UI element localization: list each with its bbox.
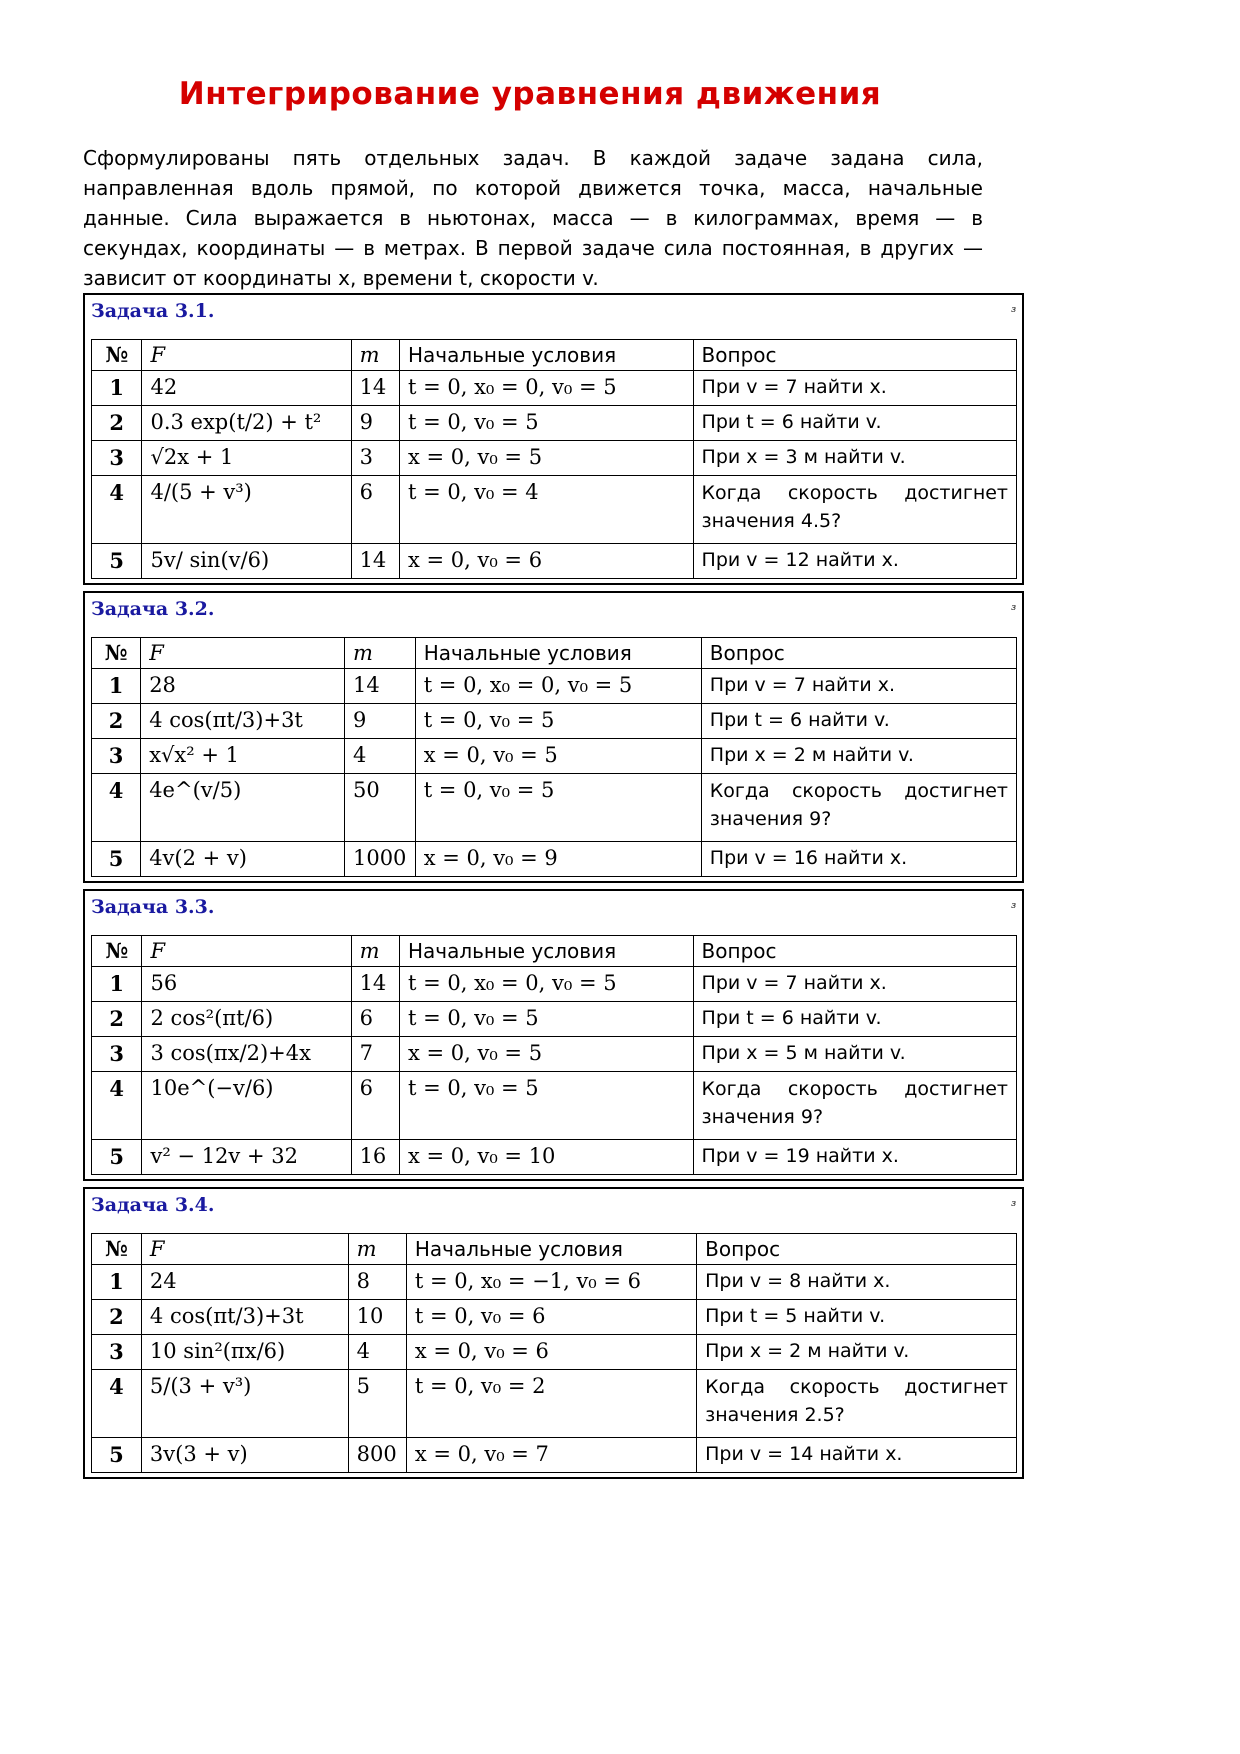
mass-cell: 8 bbox=[348, 1265, 406, 1300]
conditions-cell: t = 0, v₀ = 5 bbox=[399, 406, 693, 441]
mass-cell: 9 bbox=[351, 406, 399, 441]
row-num: 1 bbox=[92, 1265, 142, 1300]
header-force: F bbox=[142, 340, 351, 371]
table-row bbox=[92, 476, 1017, 544]
row-num: 1 bbox=[92, 967, 142, 1002]
conditions-cell: x = 0, v₀ = 10 bbox=[399, 1140, 693, 1175]
mass-cell: 4 bbox=[348, 1335, 406, 1370]
row-num: 5 bbox=[92, 842, 141, 877]
question-cell: Когда скорость достигнет значения 4.5? bbox=[693, 476, 1016, 544]
row-num: 3 bbox=[92, 1335, 142, 1370]
mass-cell: 50 bbox=[344, 774, 415, 842]
table-row bbox=[92, 1438, 1017, 1473]
question-cell: При v = 16 найти x. bbox=[701, 842, 1016, 877]
row-num: 1 bbox=[92, 669, 141, 704]
force-cell: 3v(3 + v) bbox=[141, 1438, 348, 1473]
header-num: № bbox=[92, 340, 142, 371]
table-row bbox=[92, 669, 1017, 704]
header-question: Вопрос bbox=[693, 340, 1016, 371]
header-num: № bbox=[92, 638, 141, 669]
header-mass: m bbox=[348, 1234, 406, 1265]
force-cell: 5/(3 + v³) bbox=[141, 1370, 348, 1438]
force-cell: 4 cos(πt/3)+3t bbox=[141, 704, 345, 739]
conditions-cell: t = 0, v₀ = 5 bbox=[399, 1072, 693, 1140]
row-num: 4 bbox=[92, 1072, 142, 1140]
mass-cell: 9 bbox=[344, 704, 415, 739]
header-conditions: Начальные условия bbox=[406, 1234, 696, 1265]
table-header-row bbox=[92, 638, 1017, 669]
question-cell: При t = 6 найти v. bbox=[701, 704, 1016, 739]
mass-cell: 6 bbox=[351, 476, 399, 544]
table-row bbox=[92, 1370, 1017, 1438]
mass-cell: 14 bbox=[344, 669, 415, 704]
mass-cell: 10 bbox=[348, 1300, 406, 1335]
row-num: 1 bbox=[92, 371, 142, 406]
conditions-cell: t = 0, x₀ = 0, v₀ = 5 bbox=[399, 967, 693, 1002]
force-cell: 56 bbox=[142, 967, 351, 1002]
header-mass: m bbox=[344, 638, 415, 669]
table-row bbox=[92, 1072, 1017, 1140]
table-row bbox=[92, 544, 1017, 579]
force-cell: 4e^(v/5) bbox=[141, 774, 345, 842]
table-row bbox=[92, 1037, 1017, 1072]
table-header-row bbox=[92, 936, 1017, 967]
question-cell: При v = 19 найти x. bbox=[693, 1140, 1016, 1175]
mass-cell: 14 bbox=[351, 544, 399, 579]
force-cell: 10 sin²(πx/6) bbox=[141, 1335, 348, 1370]
table-row bbox=[92, 967, 1017, 1002]
question-cell: При v = 7 найти x. bbox=[701, 669, 1016, 704]
header-num: № bbox=[92, 936, 142, 967]
question-cell: При v = 7 найти x. bbox=[693, 967, 1016, 1002]
header-question: Вопрос bbox=[693, 936, 1016, 967]
header-num: № bbox=[92, 1234, 142, 1265]
row-num: 3 bbox=[92, 739, 141, 774]
question-cell: При x = 2 м найти v. bbox=[697, 1335, 1017, 1370]
table-row bbox=[92, 1265, 1017, 1300]
conditions-cell: t = 0, v₀ = 5 bbox=[415, 704, 701, 739]
table-header-row bbox=[92, 340, 1017, 371]
question-cell: При v = 7 найти x. bbox=[693, 371, 1016, 406]
conditions-cell: t = 0, v₀ = 5 bbox=[415, 774, 701, 842]
table-header-row bbox=[92, 1234, 1017, 1265]
conditions-cell: t = 0, v₀ = 6 bbox=[406, 1300, 696, 1335]
row-num: 5 bbox=[92, 544, 142, 579]
conditions-cell: t = 0, v₀ = 5 bbox=[399, 1002, 693, 1037]
force-cell: 10e^(−v/6) bbox=[142, 1072, 351, 1140]
question-cell: При t = 6 найти v. bbox=[693, 406, 1016, 441]
table-row bbox=[92, 1140, 1017, 1175]
problem-block bbox=[83, 889, 1024, 1181]
force-cell: 0.3 exp(t/2) + t² bbox=[142, 406, 351, 441]
table-row bbox=[92, 842, 1017, 877]
header-force: F bbox=[141, 638, 345, 669]
table-row bbox=[92, 1300, 1017, 1335]
mass-cell: 800 bbox=[348, 1438, 406, 1473]
problem-table bbox=[91, 339, 1017, 579]
force-cell: v² − 12v + 32 bbox=[142, 1140, 351, 1175]
header-question: Вопрос bbox=[701, 638, 1016, 669]
conditions-cell: t = 0, v₀ = 4 bbox=[399, 476, 693, 544]
table-row bbox=[92, 1002, 1017, 1037]
table-row bbox=[92, 406, 1017, 441]
problem-block bbox=[83, 591, 1024, 883]
header-force: F bbox=[142, 936, 351, 967]
table-row bbox=[92, 441, 1017, 476]
problem-table bbox=[91, 637, 1017, 877]
row-num: 4 bbox=[92, 1370, 142, 1438]
conditions-cell: t = 0, x₀ = 0, v₀ = 5 bbox=[415, 669, 701, 704]
force-cell: √2x + 1 bbox=[142, 441, 351, 476]
page-mark: з bbox=[1011, 603, 1016, 613]
force-cell: 5v/ sin(v/6) bbox=[142, 544, 351, 579]
question-cell: При x = 5 м найти v. bbox=[693, 1037, 1016, 1072]
mass-cell: 6 bbox=[351, 1002, 399, 1037]
conditions-cell: x = 0, v₀ = 5 bbox=[399, 1037, 693, 1072]
page-mark: з bbox=[1011, 1199, 1016, 1209]
mass-cell: 16 bbox=[351, 1140, 399, 1175]
problem-title: Задача 3.2. bbox=[91, 598, 215, 620]
problem-table bbox=[91, 935, 1017, 1175]
force-cell: x√x² + 1 bbox=[141, 739, 345, 774]
header-question: Вопрос bbox=[697, 1234, 1017, 1265]
page-mark: з bbox=[1011, 305, 1016, 315]
table-row bbox=[92, 1335, 1017, 1370]
question-cell: Когда скорость достигнет значения 2.5? bbox=[697, 1370, 1017, 1438]
conditions-cell: t = 0, x₀ = 0, v₀ = 5 bbox=[399, 371, 693, 406]
problem-title: Задача 3.3. bbox=[91, 896, 215, 918]
mass-cell: 3 bbox=[351, 441, 399, 476]
row-num: 4 bbox=[92, 774, 141, 842]
mass-cell: 5 bbox=[348, 1370, 406, 1438]
header-mass: m bbox=[351, 936, 399, 967]
problem-table bbox=[91, 1233, 1017, 1473]
table-row bbox=[92, 704, 1017, 739]
row-num: 3 bbox=[92, 1037, 142, 1072]
conditions-cell: t = 0, v₀ = 2 bbox=[406, 1370, 696, 1438]
question-cell: При x = 3 м найти v. bbox=[693, 441, 1016, 476]
force-cell: 24 bbox=[141, 1265, 348, 1300]
header-conditions: Начальные условия bbox=[399, 936, 693, 967]
problem-block bbox=[83, 293, 1024, 585]
header-force: F bbox=[141, 1234, 348, 1265]
problem-title: Задача 3.1. bbox=[91, 300, 215, 322]
mass-cell: 14 bbox=[351, 967, 399, 1002]
problem-block bbox=[83, 1187, 1024, 1479]
question-cell: При v = 12 найти x. bbox=[693, 544, 1016, 579]
question-cell: При v = 8 найти x. bbox=[697, 1265, 1017, 1300]
table-row bbox=[92, 371, 1017, 406]
mass-cell: 6 bbox=[351, 1072, 399, 1140]
conditions-cell: x = 0, v₀ = 9 bbox=[415, 842, 701, 877]
force-cell: 2 cos²(πt/6) bbox=[142, 1002, 351, 1037]
table-row bbox=[92, 774, 1017, 842]
conditions-cell: x = 0, v₀ = 6 bbox=[399, 544, 693, 579]
row-num: 5 bbox=[92, 1438, 142, 1473]
question-cell: При x = 2 м найти v. bbox=[701, 739, 1016, 774]
conditions-cell: x = 0, v₀ = 5 bbox=[399, 441, 693, 476]
force-cell: 4/(5 + v³) bbox=[142, 476, 351, 544]
mass-cell: 14 bbox=[351, 371, 399, 406]
mass-cell: 7 bbox=[351, 1037, 399, 1072]
question-cell: При v = 14 найти x. bbox=[697, 1438, 1017, 1473]
question-cell: При t = 6 найти v. bbox=[693, 1002, 1016, 1037]
problem-title: Задача 3.4. bbox=[91, 1194, 215, 1216]
row-num: 2 bbox=[92, 704, 141, 739]
conditions-cell: x = 0, v₀ = 6 bbox=[406, 1335, 696, 1370]
force-cell: 28 bbox=[141, 669, 345, 704]
conditions-cell: x = 0, v₀ = 5 bbox=[415, 739, 701, 774]
header-mass: m bbox=[351, 340, 399, 371]
force-cell: 4v(2 + v) bbox=[141, 842, 345, 877]
row-num: 2 bbox=[92, 406, 142, 441]
row-num: 2 bbox=[92, 1002, 142, 1037]
mass-cell: 4 bbox=[344, 739, 415, 774]
page-mark: з bbox=[1011, 901, 1016, 911]
question-cell: При t = 5 найти v. bbox=[697, 1300, 1017, 1335]
row-num: 2 bbox=[92, 1300, 142, 1335]
force-cell: 3 cos(πx/2)+4x bbox=[142, 1037, 351, 1072]
intro-paragraph: Сформулированы пять отдельных задач. В каждой задаче задана сила, направленная вдоль прямой, по которой движется точка, масса, начальные данные. Сила выражается в ньютонах, масса — в килограммах, время — в секундах, координаты — в метрах. В первой задаче сила постоянная, в других — зависит от координаты x, времени t, скорости v. bbox=[83, 146, 983, 290]
mass-cell: 1000 bbox=[344, 842, 415, 877]
page-title: Интегрирование уравнения движения bbox=[178, 76, 882, 112]
header-conditions: Начальные условия bbox=[415, 638, 701, 669]
table-row bbox=[92, 739, 1017, 774]
header-conditions: Начальные условия bbox=[399, 340, 693, 371]
question-cell: Когда скорость достигнет значения 9? bbox=[693, 1072, 1016, 1140]
force-cell: 42 bbox=[142, 371, 351, 406]
conditions-cell: x = 0, v₀ = 7 bbox=[406, 1438, 696, 1473]
row-num: 3 bbox=[92, 441, 142, 476]
conditions-cell: t = 0, x₀ = −1, v₀ = 6 bbox=[406, 1265, 696, 1300]
row-num: 5 bbox=[92, 1140, 142, 1175]
row-num: 4 bbox=[92, 476, 142, 544]
force-cell: 4 cos(πt/3)+3t bbox=[141, 1300, 348, 1335]
question-cell: Когда скорость достигнет значения 9? bbox=[701, 774, 1016, 842]
